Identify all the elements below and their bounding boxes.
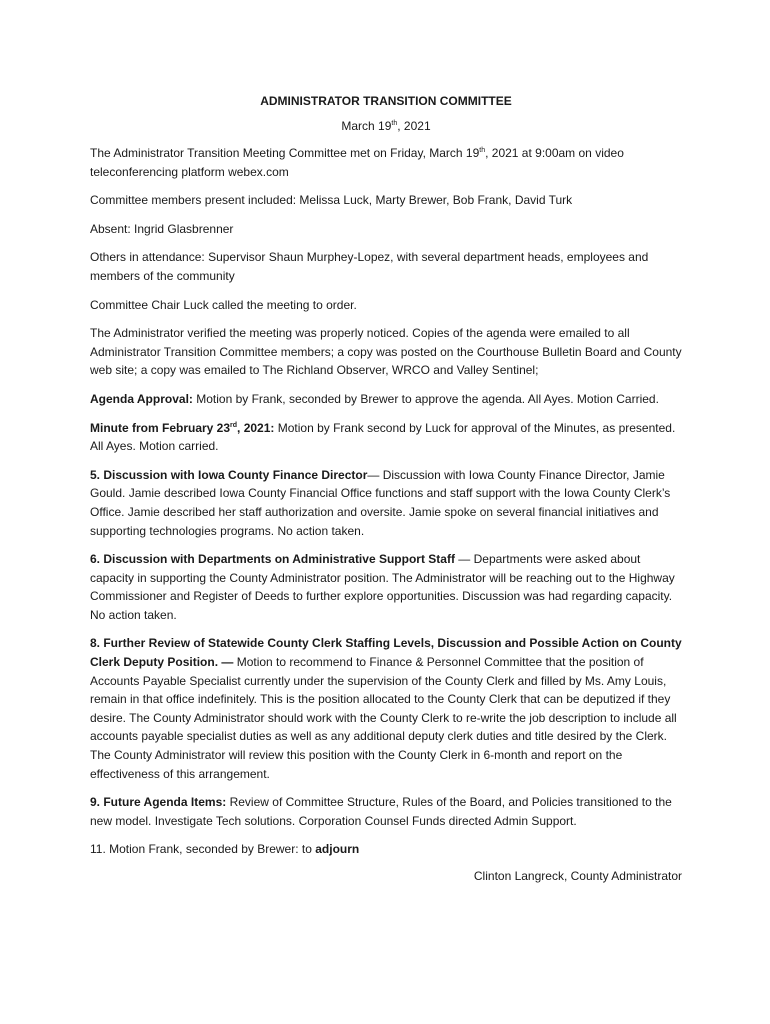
minutes-label: Minute from February 23rd, 2021: <box>90 420 275 435</box>
item-5: 5. Discussion with Iowa County Finance Director— Discussion with Iowa County Finance Director, Jamie Gould. Jamie described Iowa County Financial Office functions and staff support with the Iowa County Clerk’s Office. Jamie described her staff authorization and oversite. Jamie spoke on several financial initiatives and supporting technologies programs. No action taken. <box>90 467 671 538</box>
intro-paragraph: The Administrator Transition Meeting Committee met on Friday, March 19th, 2021 at 9:00am on video teleconferencing platform webex.com <box>90 146 624 179</box>
others-paragraph: Others in attendance: Supervisor Shaun Murphey-Lopez, with several department heads, employees and members of the community <box>90 250 649 283</box>
item-11: 11. Motion Frank, seconded by Brewer: to adjourn <box>90 842 360 857</box>
notice-paragraph: The Administrator verified the meeting was properly noticed. Copies of the agenda were emailed to all Administrator Transition Committee members; a copy was posted on the Courthouse Bulletin Board and County web site; a copy was emailed to The Richland Observer, WRCO and Valley Sentinel; <box>90 326 682 378</box>
document-title: ADMINISTRATOR TRANSITION COMMITTEE <box>260 94 512 108</box>
item-8-label: 8. Further Review of Statewide County Clerk Staffing Levels, Discussion and Possible Action on County Clerk Deputy Position. — <box>90 636 682 670</box>
chair-paragraph: Committee Chair Luck called the meeting to order. <box>90 297 357 312</box>
agenda-label: Agenda Approval: <box>90 391 193 406</box>
item-9-label: 9. Future Agenda Items: <box>90 795 227 810</box>
signature: Clinton Langreck, County Administrator <box>473 869 682 883</box>
item-5-label: 5. Discussion with Iowa County Finance Director <box>90 467 368 482</box>
item-8: 8. Further Review of Statewide County Clerk Staffing Levels, Discussion and Possible Action on County Clerk Deputy Position. — Motion to recommend to Finance & Personnel Committee that the position of Accounts Payable Specialist currently under the supervision of the County Clerk and filled by Ms. Amy Louis, remain in that office indefinitely. This is the position allocated to the County Clerk that can be deputized if they desire. The County Administrator should work with the County Clerk to re-write the job description to include all accounts payable specialist duties as well as any additional deputy clerk duties and title desired by the Clerk. The County Administrator will review this position with the County Clerk in 6-month and report on the effectiveness of this arrangement. <box>90 636 682 781</box>
item-9: 9. Future Agenda Items: Review of Committee Structure, Rules of the Board, and Policies transitioned to the new model. Investigate Tech solutions. Corporation Counsel Funds directed Admin Support. <box>90 795 672 828</box>
item-6-label: 6. Discussion with Departments on Administrative Support Staff <box>90 552 455 567</box>
adjourn-word: adjourn <box>315 842 360 857</box>
item-6: 6. Discussion with Departments on Administrative Support Staff — Departments were asked about capacity in supporting the County Administrator position. The Administrator will be reaching out to the Highway Commissioner and Register of Deeds to further explore opportunities. Discussion was had regarding capacity. No action taken. <box>90 552 675 622</box>
absent-paragraph: Absent: Ingrid Glasbrenner <box>90 221 234 236</box>
meeting-date: March 19th, 2021 <box>341 119 431 133</box>
minutes-approval: Minute from February 23rd, 2021: Motion by Frank second by Luck for approval of the Minutes, as presented. All Ayes. Motion carried. <box>90 420 676 454</box>
members-paragraph: Committee members present included: Melissa Luck, Marty Brewer, Bob Frank, David Turk <box>90 193 573 208</box>
agenda-approval: Agenda Approval: Motion by Frank, seconded by Brewer to approve the agenda. All Ayes. Motion Carried. <box>90 391 659 406</box>
